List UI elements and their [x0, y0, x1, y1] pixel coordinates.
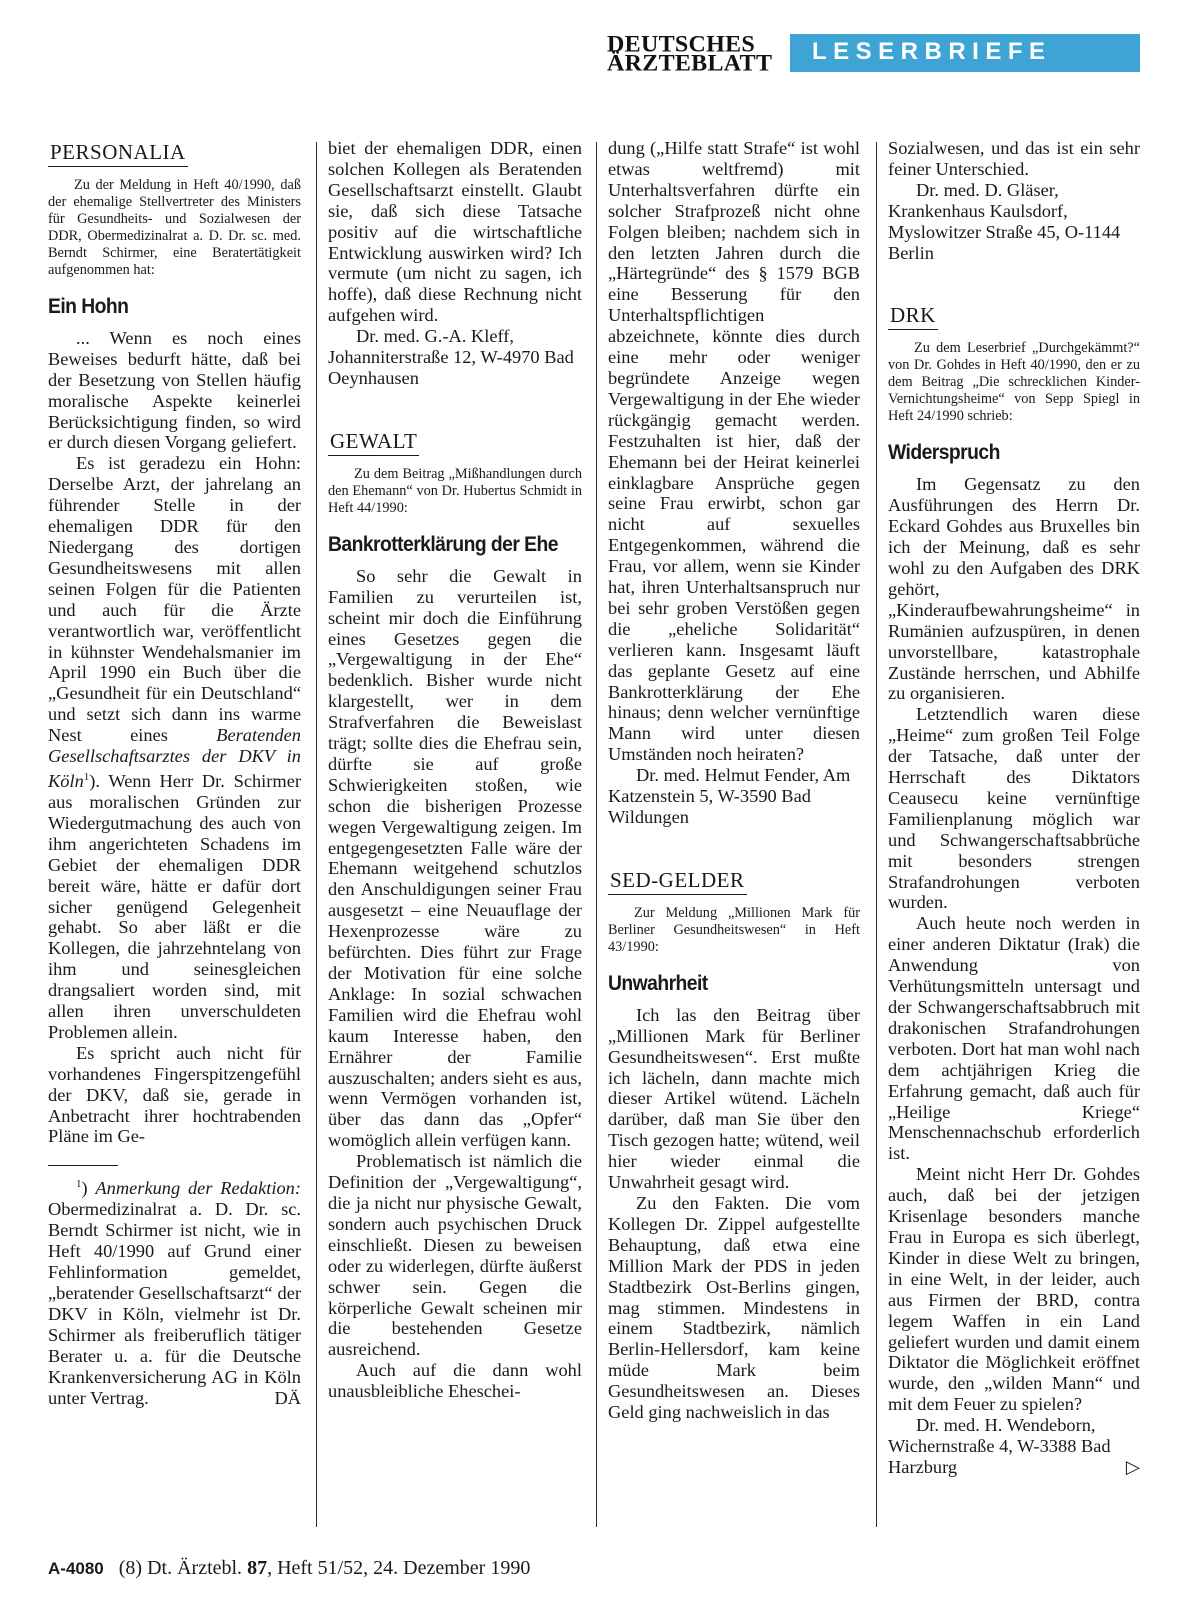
letter-paragraph: Problematisch ist nämlich die Definition der „Vergewaltigung“, die ja nicht nur physische Gewalt, sondern auch psychischen Druck einschließt. Diesen zu beweisen oder zu widerlegen, dürfte äußerst schwer sein. Gegen die körperliche Gewalt scheinen mir die bestehenden Gesetze ausreichend.	[328, 1151, 582, 1360]
letter-paragraph: biet der ehemaligen DDR, einen solchen Kollegen als Beratenden Gesellschaftsarzt einstellt. Glaubt sie, daß sich diese Tatsache positiv auf die wirtschaftliche Entwicklung auswirken wird? Ich vermute (um nicht zu sagen, ich hoffe), daß diese Rechnung nicht aufgehen wird.	[328, 138, 582, 326]
footnote-marker: 1	[83, 770, 90, 783]
letter-paragraph: Letztendlich waren diese „Heime“ zum großen Teil Folge der Tatsache, daß unter der Herrschaft des Diktators Ceausecu keine vernünftige Familienplanung möglich war und Schwangerschaftsabbrüche mit besonders strengen Strafandrohungen verboten wurden.	[888, 704, 1140, 913]
footer-issue: , Heft 51/52, 24. Dezember 1990	[267, 1557, 531, 1579]
section-banner	[790, 34, 1140, 72]
letter-headline: Bankrotterklärung der Ehe	[328, 532, 558, 556]
letter-signature: Dr. med. H. Wendeborn, Wichernstraße 4, W-3388 Bad Harzburg ▷	[888, 1415, 1140, 1477]
continue-arrow-icon: ▷	[1125, 1456, 1140, 1477]
letter-headline: Unwahrheit	[608, 971, 708, 995]
footnote-label: Anmerkung der Redaktion:	[95, 1178, 301, 1199]
masthead-line-1: DEUTSCHES	[607, 32, 756, 58]
footer-citation: (8) Dt. Ärztebl.	[118, 1557, 248, 1579]
letter-paragraph: dung („Hilfe statt Strafe“ ist wohl etwas weltfremd) mit Unterhaltsverfahren dürfte ein solcher Strafprozeß nicht ohne Folgen bleiben; nachdem sich in den letzten Jahren durch die „Härtegründe“ des § 1579 BGB eine Besserung für den Unterhaltspflichtigen abzeichnete, könnte dies durch eine mehr oder weniger begründete Anzeige wegen Vergewaltigung in der Ehe wieder rückgängig gemacht werden. Festzuhalten ist hier, daß der Ehemann bei der Heirat keinerlei einklagbare Ansprüche gegen seine Frau erwirbt, schon gar nicht auf sexuelles Entgegenkommen, während die Frau, vor allem, wenn sie Kinder hat, ihren Unterhaltsanspruch nur bei sehr groben Verstößen gegen die „eheliche Solidarität“ verlieren kann. Insgesamt läuft das geplante Gesetz auf eine Bankrotterklärung der Ehe hinaus; denn welcher vernünftige Mann wird unter diesen Umständen noch heiraten?	[608, 138, 860, 765]
italic-phrase: Beratenden Gesellschaftsarztes der DKV in Köln	[48, 725, 301, 792]
letter-intro: Zu dem Leserbrief „Durchgekämmt?“ von Dr. Gohdes in Heft 40/1990, den er zu dem Beitrag „Die schrecklichen Kinder-Vernichtungsheime“ von Sepp Spiegl in Heft 24/1990 schrieb:	[888, 340, 1140, 425]
letter-paragraph: Auch heute noch werden in einer anderen Diktatur (Irak) die Anwendung von Verhütungsmitteln untersagt und der Schwangerschaftsabbruch mit drakonischen Strafandrohungen verboten. Dort hat man wohl nach dem achtjährigen Krieg die Erfahrung gemacht, daß auch für „Heilige Kriege“ Menschennachschub erforderlich ist.	[888, 913, 1140, 1164]
footer-volume: 87	[247, 1557, 268, 1579]
letter-paragraph: ... Wenn es noch eines Beweises bedurft hätte, daß bei der Besetzung von Stellen häufig moralische Aspekte keinerlei Berücksichtigung finden, so wird er durch diesen Vorgang geliefert.	[48, 327, 301, 453]
masthead-line-2: ÄRZTEBLATT	[607, 51, 773, 77]
masthead-logo	[607, 32, 773, 77]
column-divider	[596, 142, 597, 1527]
letter-intro: Zu dem Beitrag „Mißhandlungen durch den Ehemann“ von Dr. Hubertus Schmidt in Heft 44/1990:	[328, 465, 582, 516]
letter-signature: Dr. med. Helmut Fender, Am Katzenstein 5, W-3590 Bad Wildungen	[608, 765, 851, 827]
letter-paragraph: So sehr die Gewalt in Familien zu verurteilen ist, scheint mir doch die Einführung eines Gesetzes gegen die „Vergewaltigung in der Ehe“ bedenklich. Bisher wurde nicht klargestellt, wer in dem Strafverfahren die Beweislast trägt; sollte dies die Ehefrau sein, dürfte sie auf große Schwierigkeiten stoßen, wie schon die bisherigen Prozesse wegen Vergewaltigung zeigen. Im entgegengesetzten Falle wäre der Ehemann weitgehend schutzlos den Anschuldigungen seiner Frau ausgesetzt – eine Neuauflage der Hexenprozesse wäre zu befürchten. Dies führt zur Frage der Motivation für eine solche Anklage: In sozial schwachen Familien wird die Ehefrau wohl kaum Interesse haben, den Ernährer der Familie auszuschalten; anders sieht es aus, wenn Vermögen vorhanden ist, über das dann das „Opfer“ womöglich allein verfügen kann.	[328, 565, 582, 1151]
letter-signature: Dr. med. G.-A. Kleff, Johanniterstraße 12, W-4970 Bad Oeynhausen	[328, 326, 574, 388]
letter-paragraph: Im Gegensatz zu den Ausführungen des Herrn Dr. Eckard Gohdes aus Bruxelles bin ich der Meinung, daß es sehr wohl zu den Aufgaben des DRK gehört, „Kinderaufbewahrungsheime“ in Rumänien aufzuspüren, in denen unvorstellbare, katastrophale Zustände herrschen, und Abhilfe zu organisieren.	[888, 474, 1140, 704]
letter-paragraph: Meint nicht Herr Dr. Gohdes auch, daß bei der jetzigen Krisenlage besonders manche Frau in Europa es sich überlegt, Kinder in diese Welt zu bringen, in eine Welt, in der leider, auch aus Firmen der BRD, contra legem Waffen in ein Land geliefert wurden und damit einem Diktator die Möglichkeit eröffnet wurde, den „wilden Mann“ und mit dem Feuer zu spielen?	[888, 1164, 1140, 1415]
letter-paragraph: Es ist geradezu ein Hohn: Derselbe Arzt, der jahrelang an führender Stelle in der ehemaligen DDR für den Niedergang des dortigen Gesundheitswesens mit allen seinen Folgen für die Patienten und auch für die Ärzte verantwortlich war, veröffentlicht in kühnster Wendehalsmanier im April 1990 ein Buch über die „Gesundheit für ein Deutschland“ und setzt sich dann ins warme Nest eines Beratenden Gesellschaftsarztes der DKV in Köln$^1$). Wenn Herr Dr. Schirmer aus moralischen Gründen zur Wiedergutmachung des auch von ihm angerichteten Schadens im Gebiet der ehemaligen DDR bereit wäre, hätte er dafür dort sicher genügend Gelegenheit gehabt. So aber läßt er die Kollegen, die jahrzehntelang von ihm und seinesgleichen drangsaliert worden sind, mit allen ihren unverschuldeten Problemen allein.	[48, 453, 301, 1042]
letter-paragraph: Ich las den Beitrag über „Millionen Mark für Berliner Gesundheitswesen“. Erst mußte ich lächeln, dann machte mich dieser Artikel wütend. Lächeln darüber, daß man Sie über den Tisch gezogen hatte; wütend, weil hier wieder einmal die Unwahrheit gesagt wird.	[608, 1004, 860, 1193]
letter-headline: Widerspruch	[888, 441, 1000, 465]
column-1	[48, 138, 301, 1408]
column-3	[608, 138, 860, 1423]
letter-intro: Zu der Meldung in Heft 40/1990, daß der ehemalige Stellvertreter des Ministers für Gesundheits- und Sozialwesen der DDR, Obermedizinalrat a. D. Dr. sc. med. Berndt Schirmer, eine Beratertätigkeit aufgenommen hat:	[48, 177, 301, 278]
letter-paragraph: Sozialwesen, und das ist ein sehr feiner Unterschied.	[888, 138, 1140, 179]
letter-paragraph: Zu den Fakten. Die vom Kollegen Dr. Zippel aufgestellte Behauptung, daß etwa eine Million Mark der PDS in jeden Stadtbezirk Ost-Berlins gingen, mag stimmen. Mindestens in einem Stadtbezirk, nämlich Berlin-Hellersdorf, kam keine müde Mark beim Gesundheitswesen an. Dieses Geld ging nachweislich in das	[608, 1192, 860, 1423]
section-heading: GEWALT	[328, 429, 582, 456]
footnote-rule	[48, 1165, 118, 1166]
letter-headline: Ein Hohn	[48, 295, 129, 318]
section-heading: DRK	[888, 303, 1140, 330]
section-banner-label: LESERBRIEFE	[812, 38, 1052, 65]
letter-paragraph: Auch auf die dann wohl unausbleibliche Eheschei-	[328, 1360, 582, 1402]
letter-intro: Zur Meldung „Millionen Mark für Berliner Gesundheitswesen“ in Heft 43/1990:	[608, 904, 860, 955]
column-4	[888, 138, 1140, 1478]
column-divider	[316, 142, 317, 1527]
page-footer	[48, 1557, 530, 1580]
column-divider	[876, 142, 877, 1527]
letter-signature: Dr. med. D. Gläser, Krankenhaus Kaulsdorf, Myslowitzer Straße 45, O-1144 Berlin	[888, 179, 1121, 263]
section-heading: PERSONALIA	[48, 140, 301, 167]
footnote: $^1$) Anmerkung der Redaktion: Obermedizinalrat a. D. Dr. sc. Berndt Schirmer ist nicht, wie in Heft 40/1990 auf Grund einer Fehlinformation gemeldet, „beratender Gesellschaftsarzt“ der DKV in Köln, vielmehr ist Dr. Schirmer als freiberuflich tätiger Berater u. a. für die Deutsche Krankenversicherung AG in Köln unter Vertrag. DÄ	[48, 1178, 301, 1408]
footnote-sign: DÄ	[274, 1387, 301, 1408]
column-2	[328, 138, 582, 1402]
section-heading: SED-GELDER	[608, 868, 860, 895]
letter-paragraph: Es spricht auch nicht für vorhandenes Fingerspitzengefühl der DKV, daß sie, gerade in Anbetracht ihrer hochtrabenden Pläne im Ge-	[48, 1042, 301, 1147]
page-number: A-4080	[48, 1559, 104, 1578]
